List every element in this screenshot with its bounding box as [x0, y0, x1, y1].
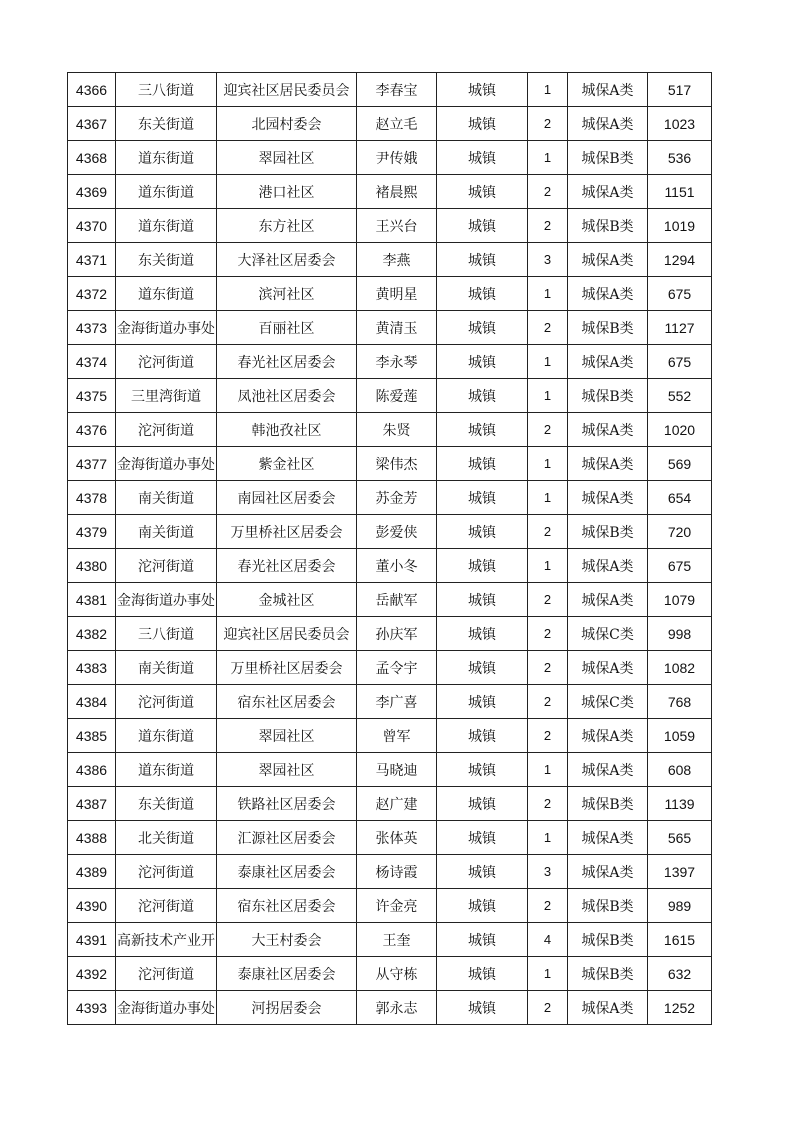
- cell-street: 道东街道: [116, 209, 217, 243]
- cell-street: 道东街道: [116, 719, 217, 753]
- cell-community: 河拐居委会: [217, 991, 357, 1025]
- cell-amount: 1139: [648, 787, 712, 821]
- cell-count: 2: [528, 651, 568, 685]
- cell-amount: 1615: [648, 923, 712, 957]
- cell-community: 泰康社区居委会: [217, 957, 357, 991]
- cell-name: 李广喜: [357, 685, 437, 719]
- cell-community: 东方社区: [217, 209, 357, 243]
- cell-count: 2: [528, 311, 568, 345]
- cell-name: 孙庆军: [357, 617, 437, 651]
- cell-street: 南关街道: [116, 481, 217, 515]
- cell-category: 城保A类: [568, 821, 648, 855]
- cell-street: 沱河街道: [116, 957, 217, 991]
- cell-community: 翠园社区: [217, 753, 357, 787]
- cell-id: 4384: [68, 685, 116, 719]
- cell-street: 南关街道: [116, 651, 217, 685]
- cell-street: 道东街道: [116, 141, 217, 175]
- cell-street: 北关街道: [116, 821, 217, 855]
- cell-amount: 1127: [648, 311, 712, 345]
- cell-community: 大王村委会: [217, 923, 357, 957]
- cell-category: 城保A类: [568, 991, 648, 1025]
- cell-id: 4372: [68, 277, 116, 311]
- cell-name: 从守栋: [357, 957, 437, 991]
- table-row: [68, 753, 712, 787]
- cell-count: 1: [528, 481, 568, 515]
- cell-community: 春光社区居委会: [217, 549, 357, 583]
- cell-count: 2: [528, 889, 568, 923]
- cell-category: 城保B类: [568, 923, 648, 957]
- cell-community: 迎宾社区居民委员会: [217, 73, 357, 107]
- cell-name: 赵广建: [357, 787, 437, 821]
- cell-count: 2: [528, 685, 568, 719]
- cell-amount: 536: [648, 141, 712, 175]
- cell-street: 高新技术产业开: [116, 923, 217, 957]
- cell-category: 城保A类: [568, 753, 648, 787]
- cell-area: 城镇: [437, 277, 528, 311]
- cell-category: 城保A类: [568, 719, 648, 753]
- cell-area: 城镇: [437, 107, 528, 141]
- cell-category: 城保A类: [568, 481, 648, 515]
- cell-street: 东关街道: [116, 243, 217, 277]
- cell-count: 3: [528, 243, 568, 277]
- table-row: [68, 515, 712, 549]
- table-row: [68, 209, 712, 243]
- cell-count: 2: [528, 413, 568, 447]
- cell-area: 城镇: [437, 583, 528, 617]
- table-row: [68, 889, 712, 923]
- cell-amount: 565: [648, 821, 712, 855]
- cell-community: 翠园社区: [217, 141, 357, 175]
- cell-name: 李永琴: [357, 345, 437, 379]
- cell-community: 汇源社区居委会: [217, 821, 357, 855]
- table-row: [68, 787, 712, 821]
- cell-area: 城镇: [437, 73, 528, 107]
- cell-category: 城保B类: [568, 141, 648, 175]
- cell-amount: 569: [648, 447, 712, 481]
- cell-amount: 1019: [648, 209, 712, 243]
- cell-area: 城镇: [437, 413, 528, 447]
- cell-amount: 1059: [648, 719, 712, 753]
- cell-name: 尹传娥: [357, 141, 437, 175]
- cell-name: 岳献军: [357, 583, 437, 617]
- cell-category: 城保A类: [568, 175, 648, 209]
- table-row: [68, 277, 712, 311]
- cell-area: 城镇: [437, 141, 528, 175]
- cell-count: 1: [528, 141, 568, 175]
- cell-area: 城镇: [437, 617, 528, 651]
- cell-street: 金海街道办事处: [116, 311, 217, 345]
- cell-community: 紫金社区: [217, 447, 357, 481]
- cell-category: 城保A类: [568, 413, 648, 447]
- cell-area: 城镇: [437, 447, 528, 481]
- cell-id: 4387: [68, 787, 116, 821]
- cell-count: 2: [528, 175, 568, 209]
- cell-amount: 632: [648, 957, 712, 991]
- cell-category: 城保A类: [568, 243, 648, 277]
- cell-id: 4370: [68, 209, 116, 243]
- cell-street: 沱河街道: [116, 345, 217, 379]
- cell-id: 4392: [68, 957, 116, 991]
- cell-id: 4366: [68, 73, 116, 107]
- cell-count: 1: [528, 277, 568, 311]
- cell-category: 城保C类: [568, 685, 648, 719]
- cell-id: 4393: [68, 991, 116, 1025]
- cell-id: 4375: [68, 379, 116, 413]
- cell-community: 港口社区: [217, 175, 357, 209]
- cell-count: 2: [528, 107, 568, 141]
- cell-community: 翠园社区: [217, 719, 357, 753]
- cell-category: 城保A类: [568, 447, 648, 481]
- cell-amount: 675: [648, 277, 712, 311]
- cell-street: 三八街道: [116, 617, 217, 651]
- table-row: [68, 651, 712, 685]
- cell-name: 王兴台: [357, 209, 437, 243]
- cell-category: 城保B类: [568, 957, 648, 991]
- cell-community: 韩池孜社区: [217, 413, 357, 447]
- cell-amount: 1079: [648, 583, 712, 617]
- cell-area: 城镇: [437, 719, 528, 753]
- cell-name: 苏金芳: [357, 481, 437, 515]
- cell-name: 杨诗霞: [357, 855, 437, 889]
- cell-name: 陈爱莲: [357, 379, 437, 413]
- cell-community: 南园社区居委会: [217, 481, 357, 515]
- cell-street: 沱河街道: [116, 855, 217, 889]
- cell-area: 城镇: [437, 821, 528, 855]
- cell-community: 金城社区: [217, 583, 357, 617]
- cell-area: 城镇: [437, 311, 528, 345]
- cell-street: 南关街道: [116, 515, 217, 549]
- cell-name: 王奎: [357, 923, 437, 957]
- cell-id: 4380: [68, 549, 116, 583]
- cell-category: 城保A类: [568, 549, 648, 583]
- cell-id: 4371: [68, 243, 116, 277]
- cell-category: 城保B类: [568, 515, 648, 549]
- cell-amount: 675: [648, 549, 712, 583]
- cell-street: 三里湾街道: [116, 379, 217, 413]
- cell-name: 褚晨熙: [357, 175, 437, 209]
- cell-name: 朱贤: [357, 413, 437, 447]
- cell-name: 黄明星: [357, 277, 437, 311]
- cell-amount: 1397: [648, 855, 712, 889]
- cell-area: 城镇: [437, 787, 528, 821]
- cell-amount: 989: [648, 889, 712, 923]
- cell-name: 董小冬: [357, 549, 437, 583]
- cell-area: 城镇: [437, 209, 528, 243]
- cell-street: 道东街道: [116, 175, 217, 209]
- cell-amount: 517: [648, 73, 712, 107]
- cell-name: 黄清玉: [357, 311, 437, 345]
- cell-id: 4382: [68, 617, 116, 651]
- cell-count: 1: [528, 447, 568, 481]
- cell-amount: 552: [648, 379, 712, 413]
- cell-category: 城保C类: [568, 617, 648, 651]
- cell-count: 2: [528, 515, 568, 549]
- cell-name: 郭永志: [357, 991, 437, 1025]
- cell-count: 2: [528, 719, 568, 753]
- cell-area: 城镇: [437, 549, 528, 583]
- cell-category: 城保A类: [568, 583, 648, 617]
- cell-category: 城保A类: [568, 277, 648, 311]
- cell-street: 金海街道办事处: [116, 991, 217, 1025]
- cell-category: 城保A类: [568, 345, 648, 379]
- cell-name: 赵立毛: [357, 107, 437, 141]
- cell-name: 孟令宇: [357, 651, 437, 685]
- cell-street: 道东街道: [116, 277, 217, 311]
- cell-area: 城镇: [437, 889, 528, 923]
- cell-amount: 1082: [648, 651, 712, 685]
- table-row: [68, 481, 712, 515]
- table-row: [68, 73, 712, 107]
- cell-id: 4385: [68, 719, 116, 753]
- cell-street: 东关街道: [116, 787, 217, 821]
- cell-name: 彭爱侠: [357, 515, 437, 549]
- cell-community: 迎宾社区居民委员会: [217, 617, 357, 651]
- cell-id: 4374: [68, 345, 116, 379]
- cell-category: 城保A类: [568, 107, 648, 141]
- cell-id: 4391: [68, 923, 116, 957]
- cell-id: 4376: [68, 413, 116, 447]
- cell-area: 城镇: [437, 923, 528, 957]
- cell-count: 2: [528, 583, 568, 617]
- cell-id: 4381: [68, 583, 116, 617]
- cell-amount: 1294: [648, 243, 712, 277]
- cell-amount: 1252: [648, 991, 712, 1025]
- table-row: [68, 583, 712, 617]
- cell-amount: 1020: [648, 413, 712, 447]
- cell-community: 百丽社区: [217, 311, 357, 345]
- cell-id: 4378: [68, 481, 116, 515]
- table-row: [68, 685, 712, 719]
- cell-area: 城镇: [437, 957, 528, 991]
- table-row: [68, 855, 712, 889]
- cell-name: 曾军: [357, 719, 437, 753]
- table-row: [68, 719, 712, 753]
- cell-count: 4: [528, 923, 568, 957]
- cell-count: 1: [528, 345, 568, 379]
- table-row: [68, 413, 712, 447]
- cell-area: 城镇: [437, 243, 528, 277]
- cell-community: 宿东社区居委会: [217, 889, 357, 923]
- cell-count: 1: [528, 821, 568, 855]
- cell-count: 2: [528, 617, 568, 651]
- cell-community: 滨河社区: [217, 277, 357, 311]
- cell-street: 三八街道: [116, 73, 217, 107]
- cell-category: 城保A类: [568, 73, 648, 107]
- cell-street: 沱河街道: [116, 685, 217, 719]
- records-table: [67, 72, 712, 1025]
- cell-name: 马晓迪: [357, 753, 437, 787]
- cell-community: 万里桥社区居委会: [217, 515, 357, 549]
- cell-id: 4368: [68, 141, 116, 175]
- cell-area: 城镇: [437, 991, 528, 1025]
- cell-community: 北园村委会: [217, 107, 357, 141]
- cell-category: 城保A类: [568, 651, 648, 685]
- cell-amount: 1023: [648, 107, 712, 141]
- table-row: [68, 923, 712, 957]
- cell-id: 4373: [68, 311, 116, 345]
- cell-name: 李燕: [357, 243, 437, 277]
- cell-category: 城保B类: [568, 787, 648, 821]
- cell-count: 1: [528, 957, 568, 991]
- table-row: [68, 345, 712, 379]
- table-body: [68, 73, 712, 1025]
- cell-name: 张体英: [357, 821, 437, 855]
- cell-street: 东关街道: [116, 107, 217, 141]
- cell-count: 1: [528, 73, 568, 107]
- table-row: [68, 107, 712, 141]
- table-row: [68, 175, 712, 209]
- cell-id: 4369: [68, 175, 116, 209]
- cell-count: 3: [528, 855, 568, 889]
- cell-count: 1: [528, 549, 568, 583]
- table-row: [68, 549, 712, 583]
- cell-id: 4390: [68, 889, 116, 923]
- cell-community: 泰康社区居委会: [217, 855, 357, 889]
- cell-id: 4383: [68, 651, 116, 685]
- cell-id: 4389: [68, 855, 116, 889]
- cell-id: 4379: [68, 515, 116, 549]
- table-row: [68, 991, 712, 1025]
- cell-amount: 608: [648, 753, 712, 787]
- cell-id: 4386: [68, 753, 116, 787]
- cell-amount: 998: [648, 617, 712, 651]
- table-row: [68, 311, 712, 345]
- cell-street: 金海街道办事处: [116, 447, 217, 481]
- cell-community: 铁路社区居委会: [217, 787, 357, 821]
- cell-amount: 768: [648, 685, 712, 719]
- cell-amount: 1151: [648, 175, 712, 209]
- cell-count: 2: [528, 209, 568, 243]
- cell-area: 城镇: [437, 175, 528, 209]
- cell-amount: 720: [648, 515, 712, 549]
- cell-community: 春光社区居委会: [217, 345, 357, 379]
- cell-community: 大泽社区居委会: [217, 243, 357, 277]
- cell-name: 李春宝: [357, 73, 437, 107]
- cell-area: 城镇: [437, 515, 528, 549]
- cell-count: 1: [528, 753, 568, 787]
- cell-category: 城保B类: [568, 379, 648, 413]
- cell-name: 梁伟杰: [357, 447, 437, 481]
- cell-street: 沱河街道: [116, 549, 217, 583]
- cell-count: 2: [528, 991, 568, 1025]
- cell-amount: 654: [648, 481, 712, 515]
- table-row: [68, 821, 712, 855]
- cell-street: 道东街道: [116, 753, 217, 787]
- cell-id: 4377: [68, 447, 116, 481]
- cell-count: 1: [528, 379, 568, 413]
- cell-street: 沱河街道: [116, 889, 217, 923]
- cell-id: 4388: [68, 821, 116, 855]
- cell-area: 城镇: [437, 753, 528, 787]
- cell-community: 万里桥社区居委会: [217, 651, 357, 685]
- cell-amount: 675: [648, 345, 712, 379]
- table-row: [68, 957, 712, 991]
- cell-community: 凤池社区居委会: [217, 379, 357, 413]
- cell-name: 许金亮: [357, 889, 437, 923]
- cell-category: 城保A类: [568, 855, 648, 889]
- cell-area: 城镇: [437, 855, 528, 889]
- cell-area: 城镇: [437, 481, 528, 515]
- cell-area: 城镇: [437, 651, 528, 685]
- cell-area: 城镇: [437, 379, 528, 413]
- cell-category: 城保B类: [568, 209, 648, 243]
- cell-area: 城镇: [437, 345, 528, 379]
- cell-street: 沱河街道: [116, 413, 217, 447]
- cell-street: 金海街道办事处: [116, 583, 217, 617]
- cell-id: 4367: [68, 107, 116, 141]
- cell-category: 城保B类: [568, 311, 648, 345]
- table-row: [68, 141, 712, 175]
- table-row: [68, 447, 712, 481]
- table-row: [68, 379, 712, 413]
- cell-community: 宿东社区居委会: [217, 685, 357, 719]
- table-row: [68, 243, 712, 277]
- cell-category: 城保B类: [568, 889, 648, 923]
- cell-count: 2: [528, 787, 568, 821]
- cell-area: 城镇: [437, 685, 528, 719]
- table-row: [68, 617, 712, 651]
